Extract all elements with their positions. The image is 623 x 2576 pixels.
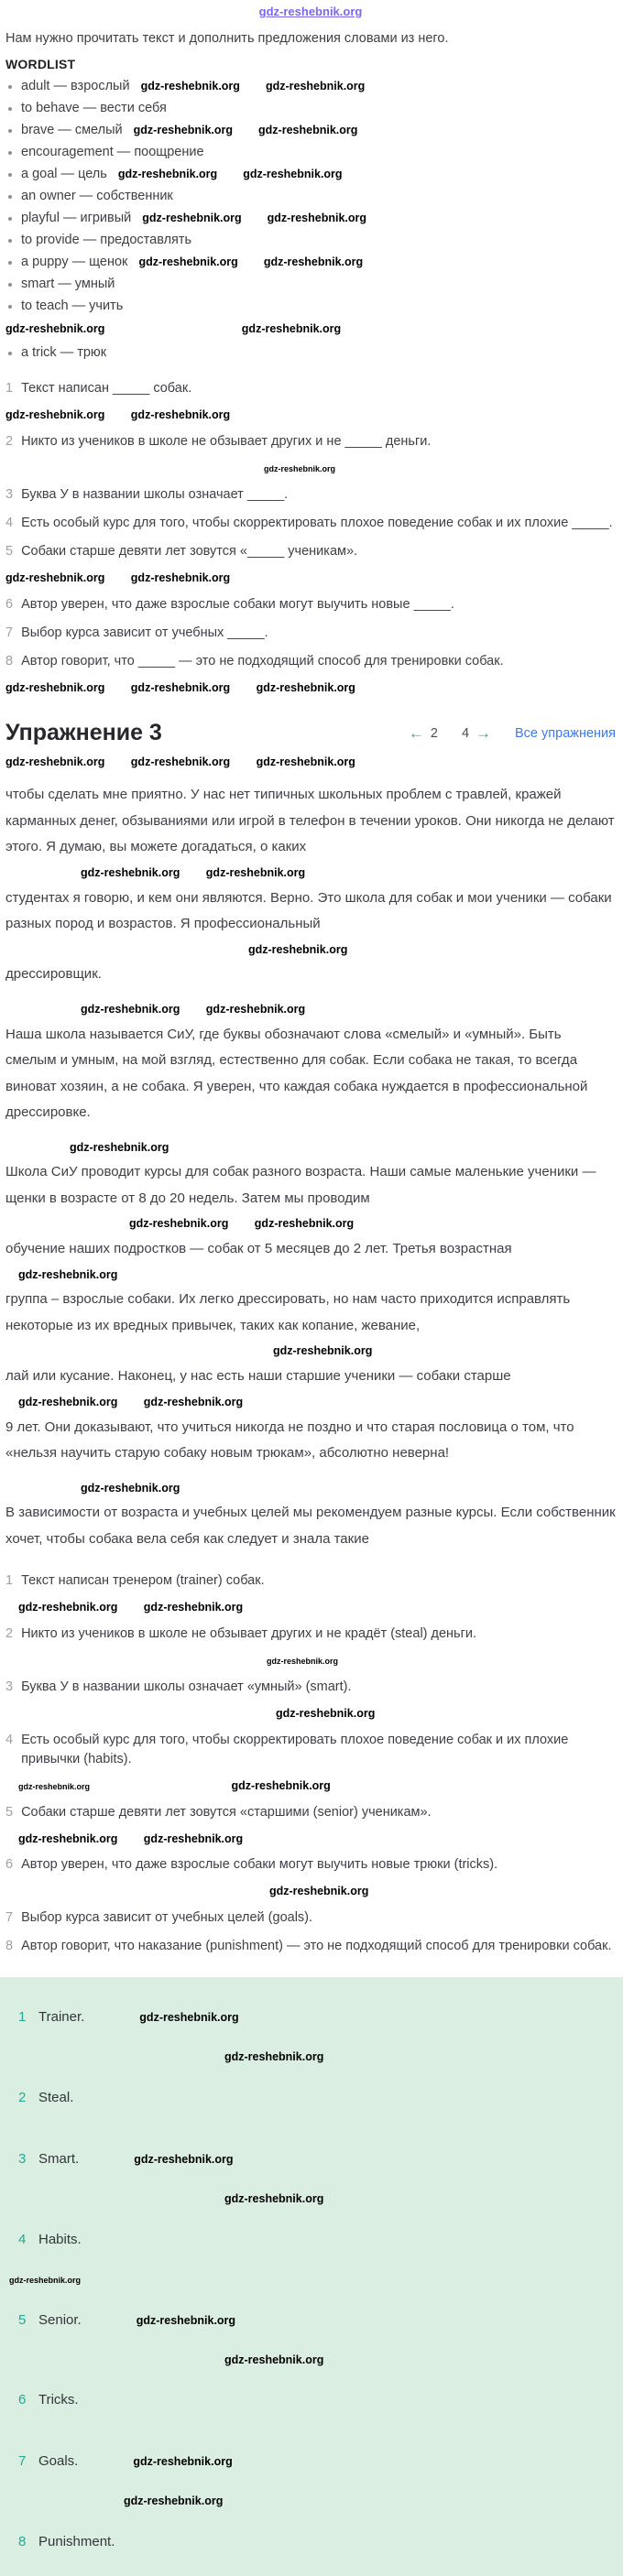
final-answer-text: Smart. <box>38 2151 80 2168</box>
passage-paragraph: лай или кусание. Наконец, у нас есть наши старшие ученики — собаки старше <box>5 1368 511 1385</box>
watermark-row <box>5 566 616 591</box>
wordlist <box>5 75 616 364</box>
passage-paragraph: Школа СиУ проводит курсы для собак разного возраста. Наши самые маленькие ученики — щенки в возрасте от 8 до 20 недель. Затем мы проводим <box>5 1164 596 1206</box>
wordlist-item-text: to teach — учить <box>21 299 124 314</box>
final-answer-text: Senior. <box>38 2311 82 2328</box>
watermark-row <box>0 2351 623 2370</box>
watermark-row <box>0 2048 623 2067</box>
watermark: gdz-reshebnik.org <box>18 1781 91 1791</box>
watermark: gdz-reshebnik.org <box>5 755 105 769</box>
answer-number: 7 <box>5 1910 14 1926</box>
question-number: 7 <box>5 625 14 640</box>
watermark-row <box>5 750 616 775</box>
passage-paragraph: обучение наших подростков — собак от 5 месяцев до 2 лет. Третья возрастная <box>5 1241 512 1257</box>
site-watermark-link[interactable]: gdz-reshebnik.org <box>258 5 363 18</box>
question-item <box>5 375 616 403</box>
watermark: gdz-reshebnik.org <box>205 1002 306 1016</box>
watermark: gdz-reshebnik.org <box>133 124 233 137</box>
watermark: gdz-reshebnik.org <box>18 1395 118 1408</box>
question-text: Выбор курса зависит от учебных _____. <box>21 625 268 640</box>
question-text: Автор уверен, что даже взрослые собаки могут выучить новые _____. <box>21 596 454 612</box>
questions-list <box>5 375 616 700</box>
final-answer-number: 5 <box>18 2311 27 2328</box>
wordlist-item <box>5 342 616 364</box>
answer-number: 5 <box>5 1804 14 1820</box>
question-text: Текст написан _____ собак. <box>21 381 192 397</box>
wordlist-item-text: an owner — собственник <box>21 189 173 204</box>
answer-text: Собаки старше девяти лет зовутся «старшими (senior) ученикам». <box>21 1804 432 1820</box>
wordlist-item-text: encouragement — поощрение <box>21 145 204 160</box>
watermark-row <box>0 2190 623 2209</box>
final-answer-text: Goals. <box>38 2453 79 2470</box>
final-answer-row <box>0 2369 623 2430</box>
watermark: gdz-reshebnik.org <box>143 1831 244 1845</box>
watermark: gdz-reshebnik.org <box>138 255 238 269</box>
top-watermark-bar <box>5 2 616 24</box>
watermark-row <box>5 456 616 481</box>
question-item <box>5 538 616 566</box>
wordlist-item-text: brave — смелый <box>21 123 123 138</box>
watermark: gdz-reshebnik.org <box>18 1831 118 1845</box>
final-answer-row <box>0 2511 623 2572</box>
watermark-row <box>5 1339 616 1364</box>
watermark-row <box>5 1390 616 1415</box>
exercise-title: Упражнение 3 <box>5 720 162 746</box>
watermark: gdz-reshebnik.org <box>5 322 105 336</box>
watermark: gdz-reshebnik.org <box>136 2313 236 2327</box>
watermark-row <box>5 403 616 428</box>
answer-text: Текст написан тренером (trainer) собак. <box>21 1573 265 1589</box>
final-answer-number: 3 <box>18 2151 27 2168</box>
answer-item <box>5 1673 616 1701</box>
watermark: gdz-reshebnik.org <box>5 680 105 694</box>
watermark: gdz-reshebnik.org <box>81 1481 180 1495</box>
watermark-row <box>0 2270 623 2289</box>
watermark-row <box>5 1212 616 1236</box>
final-answer-row <box>0 2430 623 2492</box>
wordlist-item-text: to provide — предоставлять <box>21 233 192 248</box>
final-answer-row <box>0 2067 623 2128</box>
watermark: gdz-reshebnik.org <box>224 2353 324 2366</box>
answer-text: Выбор курса зависит от учебных целей (goals). <box>21 1910 313 1926</box>
question-text: Буква У в названии школы означает _____. <box>21 486 289 502</box>
final-answer-number: 2 <box>18 2090 27 2106</box>
wordlist-item <box>5 97 616 119</box>
watermark: gdz-reshebnik.org <box>18 1601 118 1614</box>
watermark: gdz-reshebnik.org <box>256 755 355 769</box>
watermark: gdz-reshebnik.org <box>81 865 180 879</box>
question-text: Есть особый курс для того, чтобы скорректировать плохое поведение собак и их плохие _____. <box>21 515 613 530</box>
watermark-row <box>5 1774 616 1799</box>
watermark: gdz-reshebnik.org <box>139 2011 239 2025</box>
watermark-row <box>5 1595 616 1620</box>
watermark-row <box>5 1263 616 1288</box>
watermark: gdz-reshebnik.org <box>142 212 242 225</box>
answer-text: Никто из учеников в школе не обзывает других и не крадёт (steal) деньги. <box>21 1626 477 1642</box>
watermark: gdz-reshebnik.org <box>224 2192 324 2206</box>
question-number: 2 <box>5 433 14 449</box>
watermark-row <box>5 676 616 701</box>
watermark: gdz-reshebnik.org <box>9 2275 82 2285</box>
watermark: gdz-reshebnik.org <box>143 1395 244 1408</box>
passage <box>5 782 616 1552</box>
final-answer-text: Punishment. <box>38 2534 115 2550</box>
answer-number: 8 <box>5 1939 14 1954</box>
watermark: gdz-reshebnik.org <box>5 408 105 422</box>
watermark: gdz-reshebnik.org <box>205 865 306 879</box>
watermark: gdz-reshebnik.org <box>134 2153 234 2167</box>
answer-text: Буква У в названии школы означает «умный» (smart). <box>21 1679 352 1694</box>
answer-text: Автор уверен, что даже взрослые собаки могут выучить новые трюки (tricks). <box>21 1857 498 1873</box>
question-number: 5 <box>5 543 14 559</box>
watermark: gdz-reshebnik.org <box>130 755 231 769</box>
question-item <box>5 591 616 619</box>
wordlist-item-text: a goal — цель <box>21 167 107 182</box>
passage-paragraph: В зависимости от возраста и учебных целей мы рекомендуем разные курсы. Если собственник хочет, чтобы собака вела себя как следует и знала такие <box>5 1505 616 1547</box>
question-item <box>5 647 616 676</box>
final-answer-number: 7 <box>18 2453 27 2470</box>
wordlist-item-text: adult — взрослый <box>21 79 130 94</box>
question-item <box>5 481 616 509</box>
passage-paragraph: группа – взрослые собаки. Их легко дрессировать, но нам часто приходится исправлять некоторые из их вредных привычек, таких как копание, жевание, <box>5 1291 571 1333</box>
question-number: 8 <box>5 653 14 668</box>
final-answer-row <box>0 1986 623 2048</box>
wordlist-item <box>5 75 616 97</box>
question-number: 4 <box>5 515 14 530</box>
question-item <box>5 619 616 647</box>
final-answer-row <box>0 2128 623 2190</box>
answer-item <box>5 1851 616 1879</box>
wordlist-item <box>5 229 616 251</box>
watermark-row <box>5 997 616 1022</box>
prev-exercise-number: 2 <box>430 725 438 741</box>
wordlist-item-text: a puppy — щенок <box>21 255 128 270</box>
answer-item <box>5 1932 616 1961</box>
wordlist-item <box>5 295 616 317</box>
watermark: gdz-reshebnik.org <box>273 1344 373 1358</box>
watermark: gdz-reshebnik.org <box>254 1217 355 1231</box>
watermark: gdz-reshebnik.org <box>129 1217 229 1231</box>
watermark: gdz-reshebnik.org <box>133 2455 233 2469</box>
wordlist-item <box>5 119 616 141</box>
all-exercises-link[interactable]: Все упражнения <box>515 725 616 741</box>
left-arrow-icon: ← <box>408 723 424 742</box>
answer-number: 3 <box>5 1679 14 1694</box>
watermark: gdz-reshebnik.org <box>269 1885 369 1898</box>
watermark-row <box>5 1648 616 1673</box>
watermark: gdz-reshebnik.org <box>248 942 348 956</box>
final-answer-number: 4 <box>18 2231 27 2247</box>
watermark: gdz-reshebnik.org <box>117 168 218 181</box>
watermark-row <box>5 1879 616 1904</box>
final-answer-row <box>0 2209 623 2270</box>
watermark: gdz-reshebnik.org <box>130 680 231 694</box>
next-exercise-number: 4 <box>461 725 470 741</box>
answer-text: Есть особый курс для того, чтобы скорректировать плохое поведение собак и их плохие привычки (habits). <box>21 1732 569 1766</box>
watermark: gdz-reshebnik.org <box>243 168 343 181</box>
question-item <box>5 428 616 456</box>
watermark: gdz-reshebnik.org <box>130 408 231 422</box>
watermark: gdz-reshebnik.org <box>258 124 358 137</box>
wordlist-item <box>5 185 616 207</box>
wordlist-item-text: to behave — вести себя <box>21 101 167 116</box>
exercise-header <box>5 720 616 746</box>
answer-item <box>5 1726 616 1774</box>
watermark-row <box>5 1701 616 1726</box>
wordlist-item <box>5 251 616 273</box>
answer-item <box>5 1904 616 1932</box>
answer-number: 1 <box>5 1573 14 1589</box>
prev-exercise-button[interactable] <box>409 724 438 743</box>
exercise-nav <box>409 724 616 743</box>
task-intro: Нам нужно прочитать текст и дополнить предложения словами из него. <box>5 31 449 46</box>
answer-number: 2 <box>5 1626 14 1642</box>
watermark: gdz-reshebnik.org <box>124 2494 224 2508</box>
final-answer-number: 8 <box>18 2534 27 2550</box>
passage-paragraph: чтобы сделать мне приятно. У нас нет типичных школьных проблем с травлей, кражей карманных денег, обзываниями или игрой в телефон в течении уроков. Они никогда не делают этого. Я думаю, вы можете догадаться, о каких <box>5 787 615 855</box>
watermark: gdz-reshebnik.org <box>140 80 240 93</box>
wordlist-item-text: smart — умный <box>21 277 115 292</box>
watermark: gdz-reshebnik.org <box>265 80 366 93</box>
answer-item <box>5 1799 616 1827</box>
final-answer-text: Trainer. <box>38 2009 85 2026</box>
answer-item <box>5 1620 616 1648</box>
wordlist-item <box>5 141 616 163</box>
wordlist-item <box>5 163 616 185</box>
watermark: gdz-reshebnik.org <box>241 322 342 336</box>
watermark-row <box>0 2492 623 2511</box>
next-exercise-button[interactable] <box>462 724 491 743</box>
watermark: gdz-reshebnik.org <box>5 571 105 584</box>
passage-paragraph: дрессировщик. <box>5 966 102 983</box>
watermark: gdz-reshebnik.org <box>70 1140 169 1154</box>
wordlist-item <box>5 207 616 229</box>
watermark-row <box>5 1136 616 1160</box>
question-text: Автор говорит, что _____ — это не подходящий способ для тренировки собак. <box>21 653 504 668</box>
watermark-row <box>5 938 616 962</box>
final-answer-text: Steal. <box>38 2090 74 2106</box>
watermark: gdz-reshebnik.org <box>267 212 366 225</box>
final-answer-number: 1 <box>18 2009 27 2026</box>
watermark: gdz-reshebnik.org <box>81 1002 180 1016</box>
watermark: gdz-reshebnik.org <box>276 1707 376 1721</box>
question-text: Никто из учеников в школе не обзывает других и не _____ деньги. <box>21 433 432 449</box>
final-answer-text: Habits. <box>38 2231 82 2247</box>
answer-number: 6 <box>5 1857 14 1873</box>
answer-item <box>5 1567 616 1595</box>
question-number: 1 <box>5 381 14 397</box>
right-arrow-icon: → <box>475 723 492 742</box>
wordlist-item-text: a trick — трюк <box>21 345 107 361</box>
passage-paragraph: Наша школа называется СиУ, где буквы обозначают слова «смелый» и «умный». Быть смелым и умным, на мой взгляд, естественно для собак. Если собака не такая, то всегда виноват хозяин, а не собака. Я уверен, что каждая собака нуждается в профессиональной дрессировке. <box>5 1026 588 1121</box>
question-number: 3 <box>5 486 14 502</box>
wordlist-title: WORDLIST <box>5 57 76 72</box>
final-answer-row <box>0 2289 623 2351</box>
wordlist-item <box>5 273 616 295</box>
watermark: gdz-reshebnik.org <box>224 2050 324 2064</box>
watermark: gdz-reshebnik.org <box>130 571 231 584</box>
answers-text-list <box>5 1567 616 1961</box>
watermark-row <box>5 317 616 342</box>
watermark: gdz-reshebnik.org <box>256 680 355 694</box>
final-answer-number: 6 <box>18 2392 27 2408</box>
question-number: 6 <box>5 596 14 612</box>
watermark-row <box>5 1476 616 1501</box>
watermark: gdz-reshebnik.org <box>18 1267 118 1281</box>
final-answers <box>0 1977 623 2576</box>
watermark: gdz-reshebnik.org <box>231 1778 331 1792</box>
watermark: gdz-reshebnik.org <box>143 1601 244 1614</box>
answer-number: 4 <box>5 1732 14 1747</box>
passage-paragraph: 9 лет. Они доказывают, что учиться никогда не поздно и что старая пословица о том, что «нельзя научить старую собаку новым трюкам», абсолютно неверна! <box>5 1418 574 1462</box>
wordlist-item-text: playful — игривый <box>21 211 132 226</box>
watermark: gdz-reshebnik.org <box>264 463 336 473</box>
question-item <box>5 509 616 538</box>
answer-text: Автор говорит, что наказание (punishment) — это не подходящий способ для тренировки собак. <box>21 1939 612 1954</box>
passage-paragraph: студентах я говорю, и кем они являются. Верно. Это школа для собак и мои ученики — собаки разных пород и возрастов. Я профессиональный <box>5 889 612 931</box>
watermark-row <box>5 1827 616 1852</box>
question-text: Собаки старше девяти лет зовутся «_____ ученикам». <box>21 543 358 559</box>
final-answer-text: Tricks. <box>38 2392 79 2408</box>
watermark: gdz-reshebnik.org <box>267 1657 339 1667</box>
watermark-row <box>5 861 616 886</box>
watermark: gdz-reshebnik.org <box>263 255 364 269</box>
